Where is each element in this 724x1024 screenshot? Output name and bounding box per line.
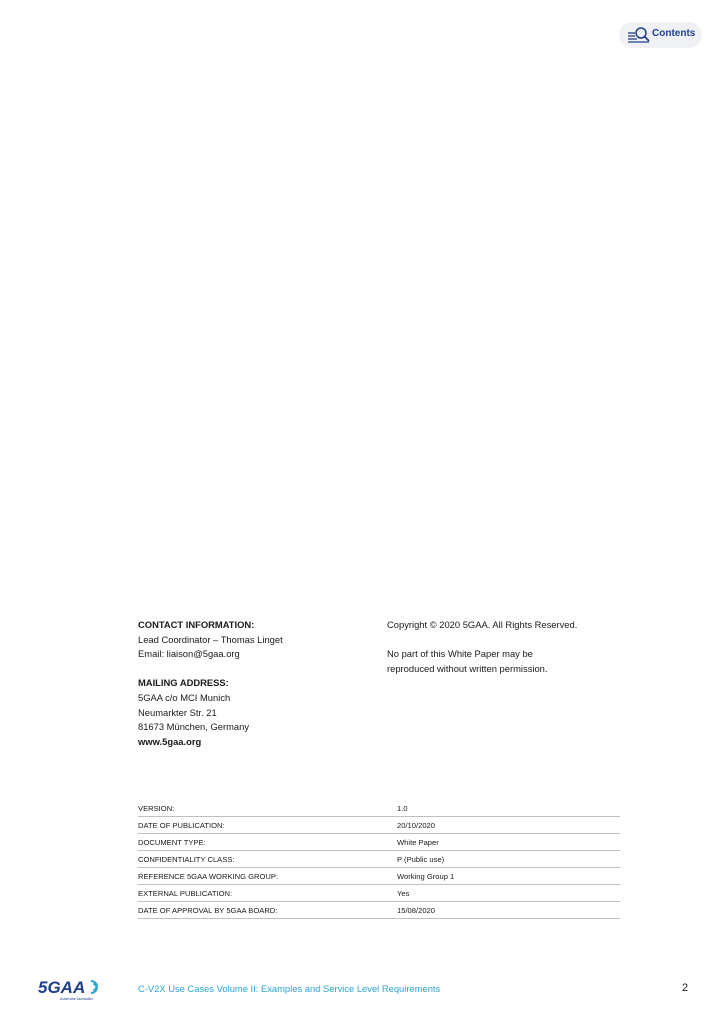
logo-tagline: Automotive Association [60,997,93,1001]
metadata-value: Yes [397,885,620,902]
website-link[interactable]: www.5gaa.org [138,735,202,747]
metadata-value: 1.0 [397,800,620,817]
address-line-3: 81673 München, Germany [138,721,250,733]
metadata-label: EXTERNAL PUBLICATION: [138,885,397,902]
footer-document-title: C-V2X Use Cases Volume II: Examples and Service Level Requirements [138,983,441,994]
permission-notice: No part of this White Paper may be reproduced without written permission. [387,648,548,674]
metadata-label: REFERENCE 5GAA WORKING GROUP: [138,868,397,885]
table-row [138,800,620,817]
contents-button[interactable] [619,22,702,48]
table-row [138,817,620,834]
metadata-label: DOCUMENT TYPE: [138,834,397,851]
copyright-notice: Copyright © 2020 5GAA. All Rights Reserved. [387,619,578,630]
metadata-label: DATE OF APPROVAL BY 5GAA BOARD: [138,902,397,919]
metadata-label: CONFIDENTIALITY CLASS: [138,851,397,868]
5gaa-logo [38,978,104,1002]
metadata-value: P (Public use) [397,851,620,868]
contents-label: Contents [652,28,696,39]
metadata-label: DATE OF PUBLICATION: [138,817,397,834]
contact-email: Email: liaison@5gaa.org [138,648,240,660]
metadata-value: 20/10/2020 [397,817,620,834]
page-number: 2 [682,982,689,994]
address-line-1: 5GAA c/o MCI Munich [138,691,231,703]
contact-heading: CONTACT INFORMATION: [138,619,255,630]
table-row [138,868,620,885]
address-line-2: Neumarkter Str. 21 [138,706,217,718]
table-row [138,902,620,919]
metadata-value: White Paper [397,834,620,851]
metadata-value: Working Group 1 [397,868,620,885]
metadata-label: VERSION: [138,800,397,817]
table-row [138,834,620,851]
lead-coordinator: Lead Coordinator – Thomas Linget [138,633,283,645]
logo-wordmark: 5GAA [38,978,86,997]
document-metadata-table [138,800,620,919]
contact-block [138,618,378,749]
table-row [138,885,620,902]
mailing-heading: MAILING ADDRESS: [138,677,229,689]
search-list-icon [627,26,651,44]
table-row [138,851,620,868]
metadata-value: 15/08/2020 [397,902,620,919]
copyright-block [387,618,607,676]
